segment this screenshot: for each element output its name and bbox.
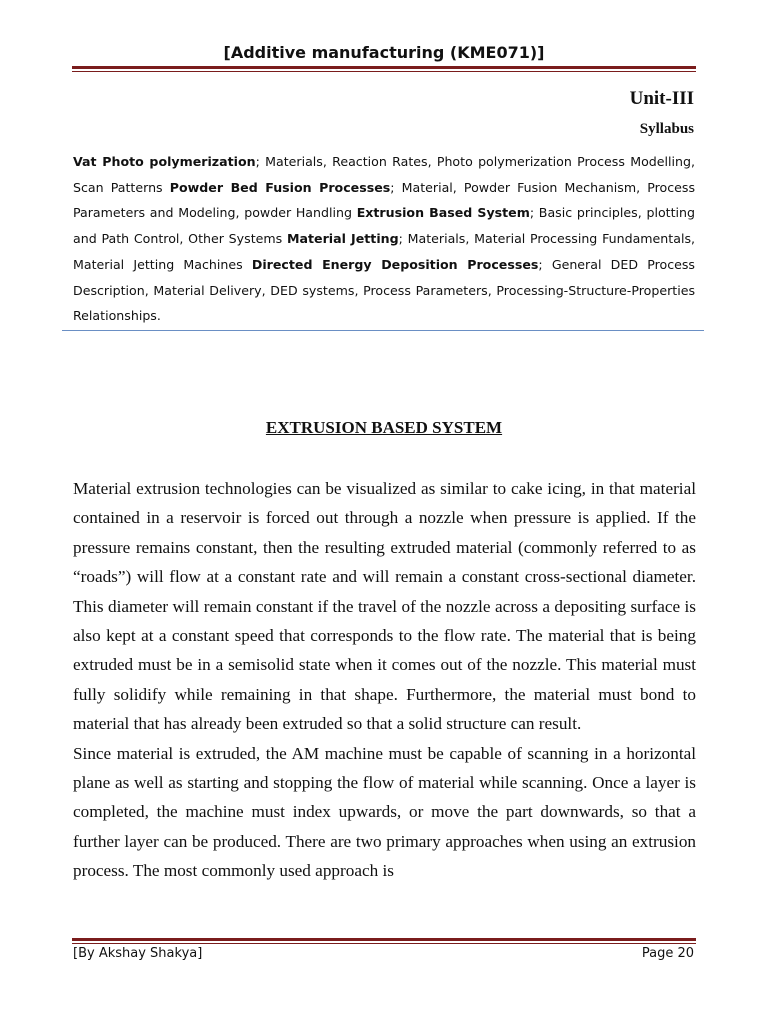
syllabus-segment: ; General DED Process Description, Material Delivery, DED systems, Process Parameters, Processing-Structure-Properties Relationships. [73,256,695,324]
header-rule-thin [72,71,696,72]
syllabus-segment: ; Basic principles, plotting and Path Control, Other Systems [73,205,695,247]
header-rule-thick [72,66,696,69]
syllabus-segment: Powder Bed Fusion Processes [169,179,391,195]
syllabus-text [73,149,695,329]
syllabus-label: Syllabus [639,121,694,137]
syllabus-segment: Material Jetting [286,231,399,247]
footer-rule-thin [72,943,696,944]
syllabus-divider [62,330,704,331]
footer-rule-thick [72,938,696,941]
paragraph: Since material is extruded, the AM machine must be capable of scanning in a horizontal plane as well as starting and stopping the flow of material while scanning. Once a layer is completed, the machine must index upwards, or move the part downwards, so that a further layer can be produced. There are two primary approaches when using an extrusion process. The most commonly used approach is [73,743,696,881]
body-text [73,474,696,886]
syllabus-segment: ; Materials, Material Processing Fundamentals, Material Jetting Machines [73,231,696,272]
header-title: [Additive manufacturing (KME071)] [223,43,545,62]
syllabus-segment: ; Materials, Reaction Rates, Photo polymerization Process Modelling, Scan Patterns [73,154,695,195]
syllabus-segment: Vat Photo polymerization [73,154,256,169]
syllabus-segment: Extrusion Based System [356,205,530,221]
paragraph: Material extrusion technologies can be visualized as similar to cake icing, in that material contained in a reservoir is forced out through a nozzle when pressure is applied. If the pressure remains constant, then the resulting extruded material (commonly referred to as “roads”) will flow at a constant rate and will remain a constant cross-sectional diameter. This diameter will remain constant if the travel of the nozzle across a depositing surface is also kept at a constant speed that corresponds to the flow rate. The material that is being extruded must be in a semisolid state when it comes out of the nozzle. This material must fully solidify while remaining in that shape. Furthermore, the material must bond to material that has already been extruded so that a solid structure can result. [73,479,696,734]
syllabus-segment: ; Material, Powder Fusion Mechanism, Process Parameters and Modeling, powder Handling [73,179,696,221]
syllabus-segment: Directed Energy Deposition Processes [251,256,539,272]
section-title: EXTRUSION BASED SYSTEM [265,418,503,437]
footer-author: [By Akshay Shakya] [73,946,203,961]
page-number: Page 20 [641,946,694,961]
unit-heading: Unit-III [629,88,694,109]
